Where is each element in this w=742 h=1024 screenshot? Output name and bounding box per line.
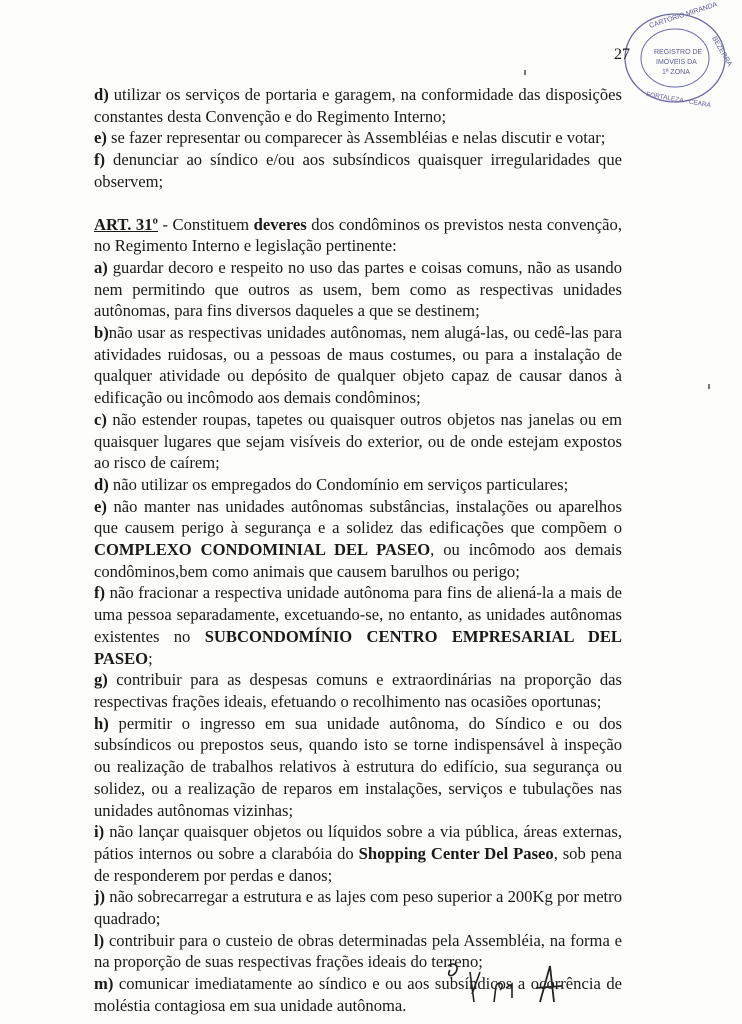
clause-text: utilizar os serviços de portaria e garagem, na conformidade das disposições constantes desta Convenção e do Regimento Interno; [94, 85, 622, 126]
clause-e [94, 127, 622, 149]
clause-text: se fazer representar ou comparecer às Assembléias e nelas discutir e votar; [106, 128, 606, 148]
item-text-b: , sob pena de responderem por perdas e danos; [94, 843, 622, 885]
item-mark: e) [94, 496, 107, 516]
item-text: contribuir para o custeio de obras determinadas pela Assembléia, na forma e na proporção de suas respectivas frações ideais do terreno; [94, 930, 622, 972]
item-text-a: não lançar quaisquer objetos ou líquidos sobre a via pública, áreas externas, pátios internos ou sobre a clarabóia do [94, 822, 622, 863]
item-mark: l) [94, 930, 105, 950]
item-mark: h) [94, 713, 109, 733]
clause-mark: f) [94, 150, 106, 170]
svg-text:IMÓVEIS DA: IMÓVEIS DA [656, 59, 697, 66]
item-c [94, 409, 622, 474]
item-text: contribuir para as despesas comuns e extraordinárias na proporção das respectivas frações ideais, efetuando o recolhimento nas ocasiões oportunas; [94, 670, 622, 711]
svg-text:REGISTRO DE: REGISTRO DE [654, 49, 703, 56]
item-b [94, 322, 622, 409]
item-mark: g) [94, 670, 108, 690]
item-mark: c) [94, 409, 107, 429]
item-text: não usar as respectivas unidades autônomas, nem alugá-las, ou cedê-las para atividades ruidosas, ou a pessoas de maus costumes, ou para a instalação de qualquer atividade ou depósito de qualquer objeto capaz de causar danos à edificação ou incômodo aos demais condôminos; [94, 323, 622, 408]
item-mark: a) [94, 257, 108, 277]
clause-text: denunciar ao síndico e/ou aos subsíndicos quaisquer irregularidades que observem; [94, 150, 622, 191]
article-intro-a: - Constituem [157, 214, 254, 234]
item-e [94, 496, 622, 583]
item-i [94, 821, 622, 886]
article-intro-bold: deveres [253, 214, 307, 234]
item-text: não estender roupas, tapetes ou quaisquer outros objetos nas janelas ou em quaisquer lugares que sejam visíveis do exterior, ou de onde estejam expostos ao risco de caírem; [94, 409, 622, 473]
item-mark: j) [94, 887, 106, 907]
clause-mark: d) [94, 85, 109, 104]
article-31-intro [94, 214, 622, 257]
item-mark: d) [94, 474, 109, 494]
item-text: comunicar imediatamente ao síndico e ou aos subsíndicos a ocorrência de moléstia contagiosa em sua unidade autônoma. [94, 974, 622, 1015]
document-body [94, 84, 622, 1017]
item-text-b: , ou incômodo aos demais condôminos,bem como animais que causem barulhos ou perigo; [94, 540, 622, 581]
svg-text:1ª ZONA: 1ª ZONA [662, 69, 690, 76]
svg-text:FORTALEZA - CEARÁ: FORTALEZA - CEARÁ [645, 91, 712, 110]
svg-text:BEZERRA: BEZERRA [710, 35, 733, 68]
item-f [94, 582, 622, 669]
page-number: 27 [614, 46, 630, 63]
item-h [94, 713, 622, 822]
item-text: não utilizar os empregados do Condomínio em serviços particulares; [108, 474, 569, 494]
item-g [94, 669, 622, 712]
item-text-a: não manter nas unidades autônomas substâncias, instalações ou aparelhos que causem perigo à segurança e a solidez das edificações que compõem o [94, 496, 622, 538]
item-text-bold: SUBCONDOMÍNIO CENTRO EMPRESARIAL DEL PASEO [94, 626, 622, 668]
item-text-bold: Shopping Center Del Paseo [358, 843, 554, 863]
svg-text:CARTÓRIO MIRANDA: CARTÓRIO MIRANDA [648, 1, 719, 30]
item-d [94, 474, 622, 496]
paragraph-gap [94, 193, 622, 214]
notary-stamp [620, 1, 733, 110]
item-text-a: não fracionar a respectiva unidade autônoma para fins de aliená-la a mais de uma pessoa separadamente, excetuando-se, no entanto, as unidades autônomas existentes no [94, 583, 622, 646]
clause-mark: e) [94, 128, 107, 148]
item-text: não sobrecarregar a estrutura e as lajes com peso superior a 200Kg por metro quadrado; [94, 887, 622, 929]
clause-d [94, 84, 622, 127]
item-j [94, 886, 622, 929]
item-mark: b) [94, 323, 109, 343]
item-mark: m) [94, 974, 114, 994]
item-text-b: ; [148, 648, 153, 668]
clause-f [94, 149, 622, 192]
scan-speck [708, 384, 710, 389]
handwritten-initials [440, 958, 580, 1018]
article-label: ART. 31º [94, 214, 158, 234]
item-text: guardar decoro e respeito no uso das partes e coisas comuns, não as usando nem permitindo que outros as usem, bem como as respectivas unidades autônomas, para fins diversos daqueles a que se destinem; [94, 257, 622, 321]
item-a [94, 257, 622, 322]
item-text-bold: COMPLEXO CONDOMINIAL DEL PASEO [94, 540, 431, 560]
scan-speck [524, 70, 526, 75]
item-mark: i) [94, 822, 105, 842]
item-text: permitir o ingresso em sua unidade autônoma, do Síndico e ou dos subsíndicos ou prepostos seus, quando isto se torne indispensável à inspeção ou realização de trabalhos relativos à estrutura do edifício, sua segurança ou solidez, ou a realização de reparos em instalações, serviços e tubulações nas unidades autônomas vizinhas; [94, 713, 622, 820]
article-intro-b: dos condôminos os previstos nesta convenção, no Regimento Interno e legislação pertinente: [94, 214, 622, 256]
item-mark: f) [94, 583, 106, 603]
